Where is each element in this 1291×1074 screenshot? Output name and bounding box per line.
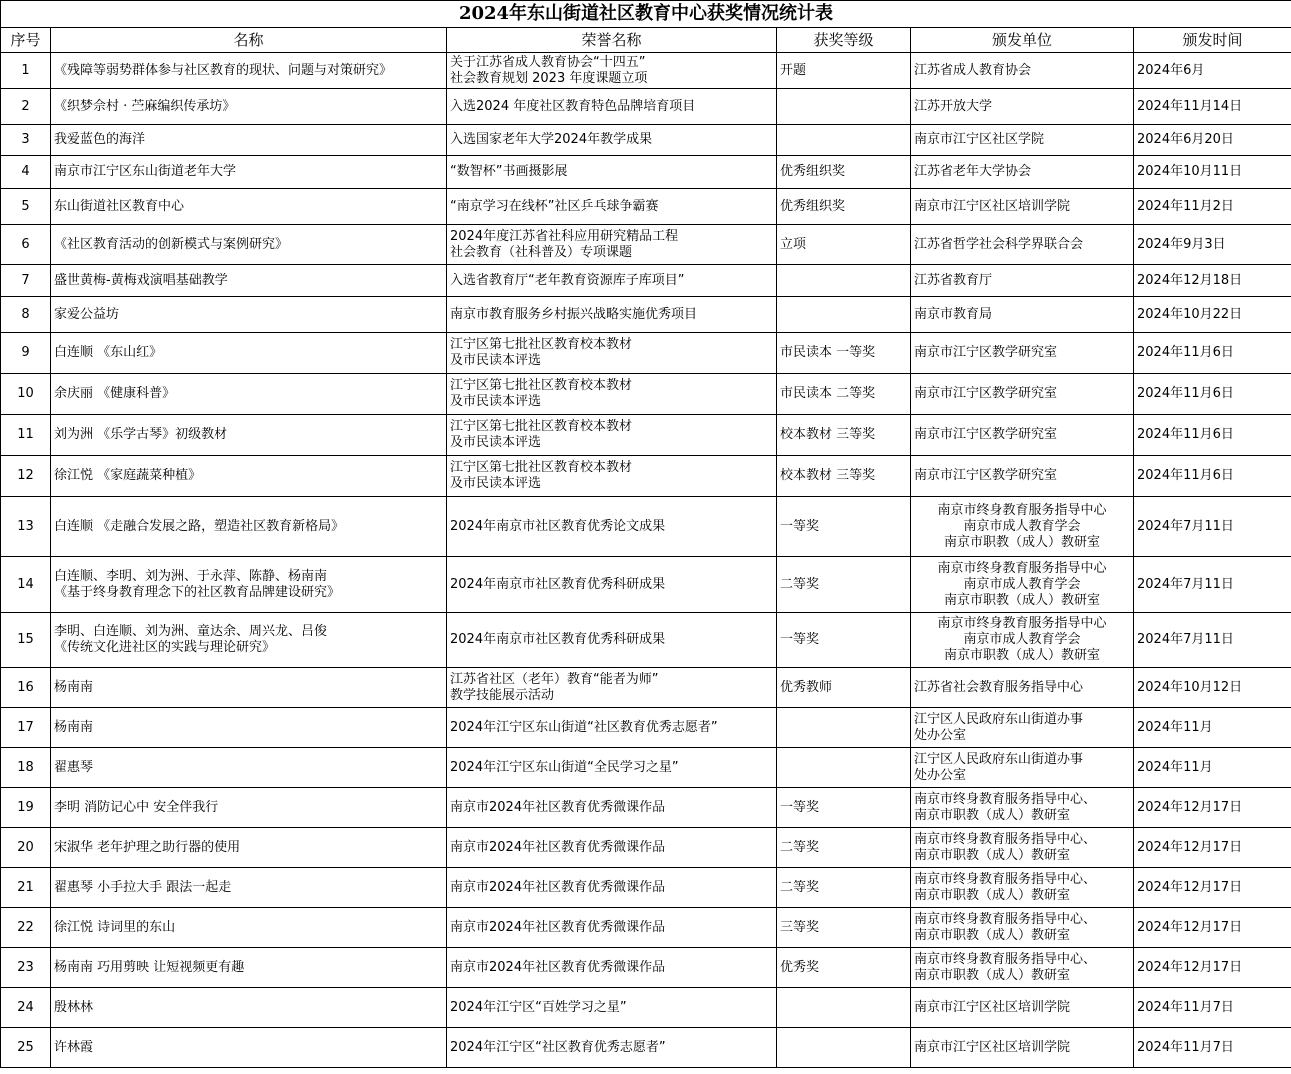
cell-index: 24 <box>1 988 51 1028</box>
table-row <box>1 988 1291 1028</box>
header-level: 获奖等级 <box>777 28 911 53</box>
cell-name: 许林霞 <box>51 1028 447 1068</box>
cell-name: 徐江悦 诗词里的东山 <box>51 908 447 948</box>
header-row <box>1 28 1291 53</box>
cell-name: 余庆丽 《健康科普》 <box>51 374 447 415</box>
cell-date: 2024年11月6日 <box>1134 456 1291 497</box>
table-row <box>1 53 1291 89</box>
cell-index: 7 <box>1 265 51 297</box>
cell-level <box>777 708 911 748</box>
cell-honor: 2024年南京市社区教育优秀论文成果 <box>447 497 777 557</box>
cell-index: 8 <box>1 297 51 333</box>
cell-date: 2024年11月2日 <box>1134 189 1291 225</box>
cell-level: 二等奖 <box>777 828 911 868</box>
cell-name: 杨南南 巧用剪映 让短视频更有趣 <box>51 948 447 988</box>
table-row <box>1 1028 1291 1068</box>
cell-honor: 南京市教育服务乡村振兴战略实施优秀项目 <box>447 297 777 333</box>
cell-level <box>777 1028 911 1068</box>
cell-name: 翟惠琴 <box>51 748 447 788</box>
cell-date: 2024年12月17日 <box>1134 948 1291 988</box>
cell-level: 优秀组织奖 <box>777 156 911 189</box>
header-name: 名称 <box>51 28 447 53</box>
cell-issuer: 南京市江宁区社区学院 <box>911 125 1134 156</box>
cell-date: 2024年7月11日 <box>1134 613 1291 668</box>
cell-date: 2024年11月 <box>1134 748 1291 788</box>
cell-level: 校本教材 三等奖 <box>777 456 911 497</box>
table-row <box>1 225 1291 265</box>
cell-name: 我爱蓝色的海洋 <box>51 125 447 156</box>
cell-date: 2024年10月11日 <box>1134 156 1291 189</box>
cell-date: 2024年9月3日 <box>1134 225 1291 265</box>
cell-level: 优秀教师 <box>777 668 911 708</box>
table-title: 2024年东山街道社区教育中心获奖情况统计表 <box>1 1 1291 28</box>
cell-level <box>777 89 911 125</box>
cell-date: 2024年11月14日 <box>1134 89 1291 125</box>
cell-issuer: 江宁区人民政府东山街道办事 处办公室 <box>911 748 1134 788</box>
cell-issuer: 南京市江宁区社区培训学院 <box>911 1028 1134 1068</box>
cell-honor: 江苏省社区（老年）教育“能者为师” 教学技能展示活动 <box>447 668 777 708</box>
cell-index: 4 <box>1 156 51 189</box>
cell-honor: 2024年江宁区“百姓学习之星” <box>447 988 777 1028</box>
cell-honor: 南京市2024年社区教育优秀微课作品 <box>447 948 777 988</box>
cell-honor: 江宁区第七批社区教育校本教材 及市民读本评选 <box>447 333 777 374</box>
cell-index: 12 <box>1 456 51 497</box>
table-row <box>1 828 1291 868</box>
cell-issuer: 江苏省社会教育服务指导中心 <box>911 668 1134 708</box>
cell-name: 白连顺 《走融合发展之路，塑造社区教育新格局》 <box>51 497 447 557</box>
cell-name: 《社区教育活动的创新模式与案例研究》 <box>51 225 447 265</box>
cell-index: 15 <box>1 613 51 668</box>
cell-level: 二等奖 <box>777 557 911 613</box>
cell-honor: 江宁区第七批社区教育校本教材 及市民读本评选 <box>447 374 777 415</box>
cell-date: 2024年11月7日 <box>1134 1028 1291 1068</box>
cell-date: 2024年12月17日 <box>1134 868 1291 908</box>
cell-index: 9 <box>1 333 51 374</box>
cell-date: 2024年11月 <box>1134 708 1291 748</box>
cell-date: 2024年12月18日 <box>1134 265 1291 297</box>
cell-date: 2024年12月17日 <box>1134 908 1291 948</box>
table-row <box>1 456 1291 497</box>
table-row <box>1 415 1291 456</box>
cell-honor: 2024年江宁区东山街道“全民学习之星” <box>447 748 777 788</box>
cell-issuer: 南京市江宁区教学研究室 <box>911 333 1134 374</box>
table-row <box>1 948 1291 988</box>
header-index: 序号 <box>1 28 51 53</box>
cell-level: 优秀奖 <box>777 948 911 988</box>
cell-issuer: 南京市终身教育服务指导中心 南京市成人教育学会 南京市职教（成人）教研室 <box>911 497 1134 557</box>
cell-level: 一等奖 <box>777 497 911 557</box>
cell-index: 22 <box>1 908 51 948</box>
cell-honor: 2024年度江苏省社科应用研究精品工程 社会教育（社科普及）专项课题 <box>447 225 777 265</box>
cell-level: 立项 <box>777 225 911 265</box>
header-date: 颁发时间 <box>1134 28 1291 53</box>
cell-level <box>777 125 911 156</box>
cell-honor: 南京市2024年社区教育优秀微课作品 <box>447 908 777 948</box>
cell-honor: 2024年南京市社区教育优秀科研成果 <box>447 557 777 613</box>
cell-index: 6 <box>1 225 51 265</box>
cell-date: 2024年11月6日 <box>1134 415 1291 456</box>
table-row <box>1 868 1291 908</box>
cell-index: 19 <box>1 788 51 828</box>
cell-issuer: 江宁区人民政府东山街道办事 处办公室 <box>911 708 1134 748</box>
cell-name: 宋淑华 老年护理之助行器的使用 <box>51 828 447 868</box>
cell-index: 21 <box>1 868 51 908</box>
cell-level: 开题 <box>777 53 911 89</box>
cell-index: 3 <box>1 125 51 156</box>
cell-name: 《织梦佘村 · 苎麻编织传承坊》 <box>51 89 447 125</box>
cell-honor: 江宁区第七批社区教育校本教材 及市民读本评选 <box>447 456 777 497</box>
cell-date: 2024年11月7日 <box>1134 988 1291 1028</box>
cell-index: 13 <box>1 497 51 557</box>
table-row <box>1 497 1291 557</box>
table-row <box>1 668 1291 708</box>
cell-name: 刘为洲 《乐学古琴》初级教材 <box>51 415 447 456</box>
table-row <box>1 374 1291 415</box>
cell-index: 2 <box>1 89 51 125</box>
cell-level: 校本教材 三等奖 <box>777 415 911 456</box>
cell-index: 5 <box>1 189 51 225</box>
cell-index: 11 <box>1 415 51 456</box>
cell-honor: 江宁区第七批社区教育校本教材 及市民读本评选 <box>447 415 777 456</box>
cell-name: 东山街道社区教育中心 <box>51 189 447 225</box>
cell-name: 《残障等弱势群体参与社区教育的现状、问题与对策研究》 <box>51 53 447 89</box>
table-row <box>1 156 1291 189</box>
table-row <box>1 613 1291 668</box>
cell-honor: 2024年南京市社区教育优秀科研成果 <box>447 613 777 668</box>
cell-level <box>777 265 911 297</box>
cell-honor: 南京市2024年社区教育优秀微课作品 <box>447 868 777 908</box>
cell-index: 23 <box>1 948 51 988</box>
table-row <box>1 89 1291 125</box>
cell-level <box>777 297 911 333</box>
cell-issuer: 江苏省教育厅 <box>911 265 1134 297</box>
cell-issuer: 南京市终身教育服务指导中心 南京市成人教育学会 南京市职教（成人）教研室 <box>911 613 1134 668</box>
cell-date: 2024年12月17日 <box>1134 828 1291 868</box>
cell-date: 2024年6月 <box>1134 53 1291 89</box>
cell-level <box>777 748 911 788</box>
header-issuer: 颁发单位 <box>911 28 1134 53</box>
cell-honor: 入选国家老年大学2024年教学成果 <box>447 125 777 156</box>
cell-index: 1 <box>1 53 51 89</box>
cell-issuer: 南京市终身教育服务指导中心、 南京市职教（成人）教研室 <box>911 828 1134 868</box>
cell-date: 2024年12月17日 <box>1134 788 1291 828</box>
cell-index: 10 <box>1 374 51 415</box>
cell-honor: 2024年江宁区“社区教育优秀志愿者” <box>447 1028 777 1068</box>
cell-name: 盛世黄梅-黄梅戏演唱基础教学 <box>51 265 447 297</box>
cell-level: 市民读本 二等奖 <box>777 374 911 415</box>
cell-honor: 入选2024 年度社区教育特色品牌培育项目 <box>447 89 777 125</box>
cell-date: 2024年6月20日 <box>1134 125 1291 156</box>
cell-level: 一等奖 <box>777 613 911 668</box>
header-honor: 荣誉名称 <box>447 28 777 53</box>
cell-honor: 关于江苏省成人教育协会“十四五” 社会教育规划 2023 年度课题立项 <box>447 53 777 89</box>
table-row <box>1 788 1291 828</box>
cell-honor: “南京学习在线杯”社区乒乓球争霸赛 <box>447 189 777 225</box>
cell-date: 2024年10月12日 <box>1134 668 1291 708</box>
cell-date: 2024年11月6日 <box>1134 374 1291 415</box>
cell-index: 20 <box>1 828 51 868</box>
cell-name: 杨南南 <box>51 668 447 708</box>
cell-issuer: 江苏开放大学 <box>911 89 1134 125</box>
cell-issuer: 南京市终身教育服务指导中心、 南京市职教（成人）教研室 <box>911 868 1134 908</box>
cell-level <box>777 988 911 1028</box>
cell-level: 三等奖 <box>777 908 911 948</box>
cell-issuer: 南京市江宁区教学研究室 <box>911 415 1134 456</box>
cell-issuer: 南京市终身教育服务指导中心、 南京市职教（成人）教研室 <box>911 788 1134 828</box>
cell-level: 优秀组织奖 <box>777 189 911 225</box>
cell-name: 杨南南 <box>51 708 447 748</box>
cell-honor: 2024年江宁区东山街道“社区教育优秀志愿者” <box>447 708 777 748</box>
table-row <box>1 557 1291 613</box>
cell-date: 2024年7月11日 <box>1134 497 1291 557</box>
cell-issuer: 南京市终身教育服务指导中心、 南京市职教（成人）教研室 <box>911 908 1134 948</box>
cell-index: 14 <box>1 557 51 613</box>
cell-honor: “数智杯”书画摄影展 <box>447 156 777 189</box>
cell-date: 2024年10月22日 <box>1134 297 1291 333</box>
table-row <box>1 333 1291 374</box>
cell-issuer: 南京市江宁区教学研究室 <box>911 456 1134 497</box>
table-row <box>1 189 1291 225</box>
cell-name: 殷林林 <box>51 988 447 1028</box>
cell-name: 翟惠琴 小手拉大手 跟法一起走 <box>51 868 447 908</box>
cell-name: 白连顺、李明、刘为洲、于永萍、陈静、杨南南 《基于终身教育理念下的社区教育品牌建设研究》 <box>51 557 447 613</box>
cell-date: 2024年11月6日 <box>1134 333 1291 374</box>
cell-level: 二等奖 <box>777 868 911 908</box>
cell-name: 李明 消防记心中 安全伴我行 <box>51 788 447 828</box>
table-row <box>1 125 1291 156</box>
cell-name: 白连顺 《东山红》 <box>51 333 447 374</box>
cell-date: 2024年7月11日 <box>1134 557 1291 613</box>
table-row <box>1 748 1291 788</box>
cell-issuer: 南京市终身教育服务指导中心、 南京市职教（成人）教研室 <box>911 948 1134 988</box>
table-row <box>1 708 1291 748</box>
cell-issuer: 南京市江宁区社区培训学院 <box>911 189 1134 225</box>
cell-index: 16 <box>1 668 51 708</box>
cell-honor: 南京市2024年社区教育优秀微课作品 <box>447 828 777 868</box>
cell-level: 市民读本 一等奖 <box>777 333 911 374</box>
cell-level: 一等奖 <box>777 788 911 828</box>
cell-issuer: 江苏省哲学社会科学界联合会 <box>911 225 1134 265</box>
cell-name: 徐江悦 《家庭蔬菜种植》 <box>51 456 447 497</box>
cell-issuer: 南京市江宁区社区培训学院 <box>911 988 1134 1028</box>
cell-issuer: 江苏省老年大学协会 <box>911 156 1134 189</box>
cell-issuer: 南京市终身教育服务指导中心 南京市成人教育学会 南京市职教（成人）教研室 <box>911 557 1134 613</box>
table-row <box>1 908 1291 948</box>
cell-name: 南京市江宁区东山街道老年大学 <box>51 156 447 189</box>
cell-issuer: 南京市教育局 <box>911 297 1134 333</box>
cell-issuer: 江苏省成人教育协会 <box>911 53 1134 89</box>
cell-index: 17 <box>1 708 51 748</box>
cell-issuer: 南京市江宁区教学研究室 <box>911 374 1134 415</box>
cell-honor: 入选省教育厅“老年教育资源库子库项目” <box>447 265 777 297</box>
table-row <box>1 265 1291 297</box>
cell-name: 李明、白连顺、刘为洲、童达余、周兴龙、吕俊 《传统文化进社区的实践与理论研究》 <box>51 613 447 668</box>
cell-index: 18 <box>1 748 51 788</box>
table-row <box>1 297 1291 333</box>
cell-name: 家爱公益坊 <box>51 297 447 333</box>
cell-index: 25 <box>1 1028 51 1068</box>
cell-honor: 南京市2024年社区教育优秀微课作品 <box>447 788 777 828</box>
